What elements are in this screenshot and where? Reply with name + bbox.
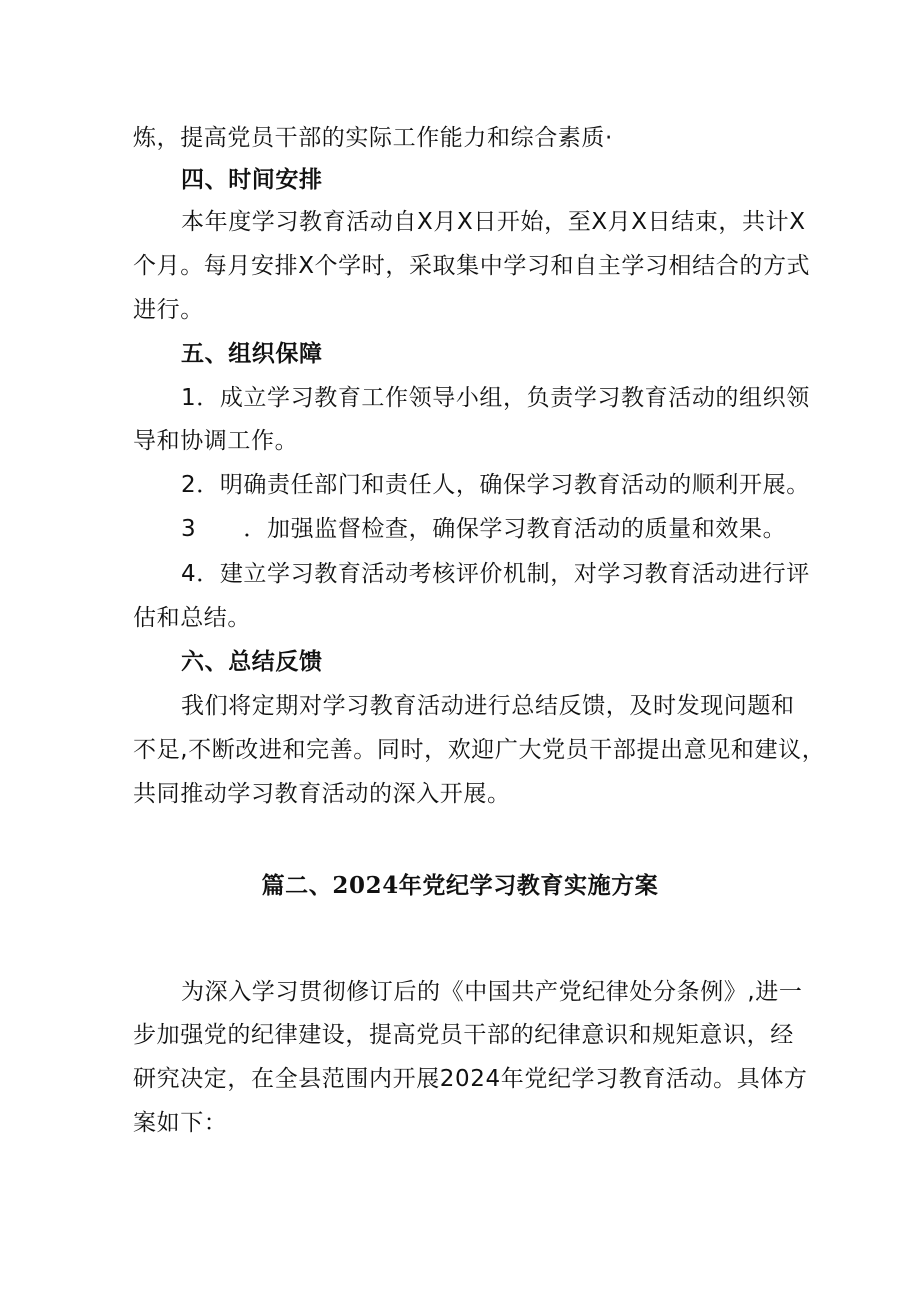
paragraph-line: 案如下：	[133, 1110, 228, 1136]
paragraph-line: 进行。	[133, 297, 204, 323]
paragraph-line: 我们将定期对学习教育活动进行总结反馈，及时发现问题和	[181, 693, 795, 719]
paragraph-line: 不足,不断改进和完善。同时，欢迎广大党员干部提出意见和建议，	[133, 737, 826, 763]
section-heading: 六、总结反馈	[181, 649, 323, 675]
section-heading: 四、时间安排	[181, 167, 323, 193]
paragraph-line: 为深入学习贯彻修订后的《中国共产党纪律处分条例》,进一	[181, 979, 803, 1005]
paragraph-line: 本年度学习教育活动自X月X日开始，至X月X日结束，共计X	[181, 209, 806, 235]
list-item: 1．成立学习教育工作领导小组，负责学习教育活动的组织领	[181, 385, 810, 411]
paragraph-line: 导和协调工作。	[133, 428, 299, 454]
paragraph-line: 炼，提高党员干部的实际工作能力和综合素质·	[133, 125, 613, 151]
list-item: 2．明确责任部门和责任人，确保学习教育活动的顺利开展。	[181, 472, 810, 498]
list-item: 3 ．加强监督检查，确保学习教育活动的质量和效果。	[181, 516, 787, 542]
paragraph-line: 步加强党的纪律建设，提高党员干部的纪律意识和规矩意识，经	[133, 1022, 794, 1048]
paragraph-line: 估和总结。	[133, 605, 251, 631]
paragraph-line: 个月。每月安排X个学时，采取集中学习和自主学习相结合的方式	[133, 253, 811, 279]
paragraph-line: 研究决定，在全县范围内开展2024年党纪学习教育活动。具体方	[133, 1066, 808, 1092]
document-title: 篇二、2024年党纪学习教育实施方案	[261, 872, 659, 899]
paragraph-line: 共同推动学习教育活动的深入开展。	[133, 781, 511, 807]
section-heading: 五、组织保障	[181, 341, 323, 367]
list-item: 4．建立学习教育活动考核评价机制，对学习教育活动进行评	[181, 561, 810, 587]
